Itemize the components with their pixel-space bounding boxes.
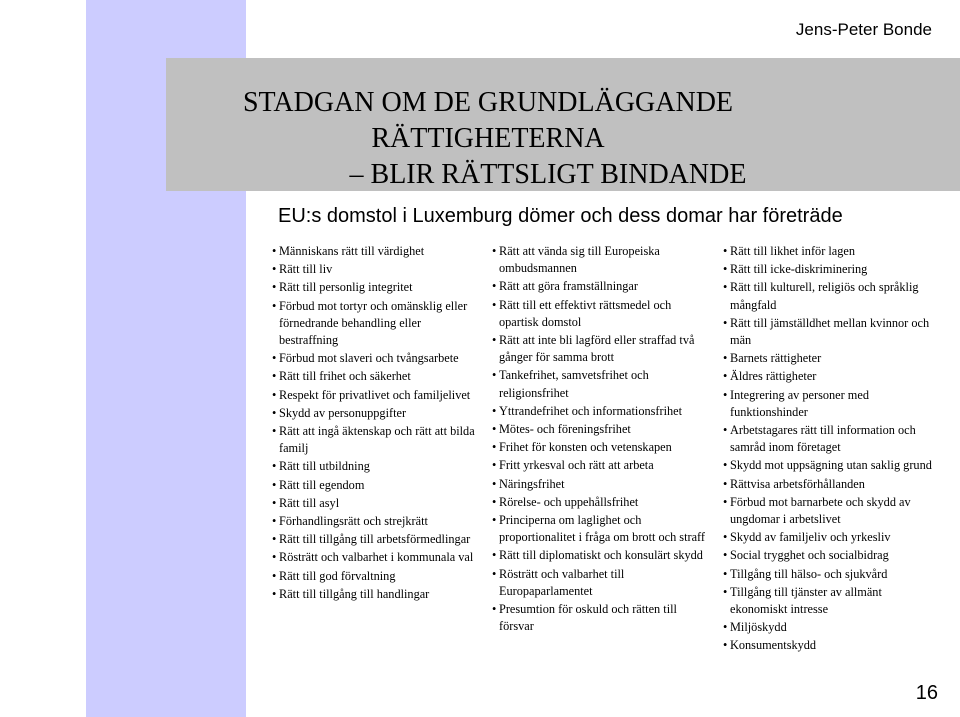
page-number: 16 [915,682,938,704]
list-item: • Rörelse- och uppehållsfrihet [493,494,708,511]
list-item: • Rätt till egendom [273,477,483,494]
list-item: • Äldres rättigheter [724,368,934,385]
list-item: • Respekt för privatlivet och familjelivet [273,387,483,404]
list-item: • Rätt att göra framställningar [493,278,708,295]
list-item: • Presumtion för oskuld och rätten till försvar [493,601,708,635]
list-item: • Förbud mot slaveri och tvångsarbete [273,350,483,367]
list-item: • Yttrandefrihet och informationsfrihet [493,403,708,420]
list-item: • Förbud mot barnarbete och skydd av ungdomar i arbetslivet [724,494,934,528]
list-item: • Tillgång till hälso- och sjukvård [724,566,934,583]
list-item: • Mötes- och föreningsfrihet [493,421,708,438]
list-item: • Skydd av personuppgifter [273,405,483,422]
slide-title [178,85,798,193]
title-line-1: STADGAN OM DE GRUNDLÄGGANDE RÄTTIGHETERNA [242,87,734,154]
list-item: • Rätt till tillgång till arbetsförmedlingar [273,531,483,548]
rights-column-3 [724,243,934,656]
left-margin [0,0,86,717]
list-item: • Rätt till god förvaltning [273,568,483,585]
list-item: • Rätt till kulturell, religiös och språklig mångfald [724,279,934,313]
list-item: • Social trygghet och socialbidrag [724,547,934,564]
list-item: • Rättvisa arbetsförhållanden [724,476,934,493]
list-item: • Skydd mot uppsägning utan saklig grund [724,457,934,474]
list-item: • Förbud mot tortyr och omänsklig eller förnedrande behandling eller bestraffning [273,298,483,350]
list-item: • Integrering av personer med funktionshinder [724,387,934,421]
list-item: • Arbetstagares rätt till information och samråd inom företaget [724,422,934,456]
list-item: • Rätt till utbildning [273,458,483,475]
list-item: • Rätt till ett effektivt rättsmedel och opartisk domstol [493,297,708,331]
list-item: • Rösträtt och valbarhet till Europaparlamentet [493,566,708,600]
list-item: • Tankefrihet, samvetsfrihet och religionsfrihet [493,367,708,401]
rights-column-2 [493,243,708,636]
list-item: • Rätt till tillgång till handlingar [273,586,483,603]
list-item: • Rätt att ingå äktenskap och rätt att bilda familj [273,423,483,457]
list-item: • Människans rätt till värdighet [273,243,483,260]
list-item: • Fritt yrkesval och rätt att arbeta [493,457,708,474]
list-item: • Rösträtt och valbarhet i kommunala val [273,549,483,566]
rights-column-1 [273,243,483,604]
list-item: • Rätt att vända sig till Europeiska ombudsmannen [493,243,708,277]
list-item: • Rätt till personlig integritet [273,279,483,296]
list-item: • Rätt att inte bli lagförd eller straffad två gånger för samma brott [493,332,708,366]
list-item: • Rätt till icke-diskriminering [724,261,934,278]
list-item: • Tillgång till tjänster av allmänt ekonomiskt intresse [724,584,934,618]
list-item: • Rätt till asyl [273,495,483,512]
subtitle: EU:s domstol i Luxemburg dömer och dess domar har företräde [278,205,843,227]
list-item: • Rätt till frihet och säkerhet [273,368,483,385]
list-item: • Näringsfrihet [493,476,708,493]
list-item: • Förhandlingsrätt och strejkrätt [273,513,483,530]
list-item: • Frihet för konsten och vetenskapen [493,439,708,456]
list-item: • Skydd av familjeliv och yrkesliv [724,529,934,546]
author-name: Jens-Peter Bonde [795,20,932,39]
list-item: • Miljöskydd [724,619,934,636]
list-item: • Rätt till likhet inför lagen [724,243,934,260]
list-item: • Principerna om laglighet och proportionalitet i fråga om brott och straff [493,512,708,546]
list-item: • Rätt till liv [273,261,483,278]
title-line-2: – BLIR RÄTTSLIGT BINDANDE [349,159,747,190]
list-item: • Rätt till diplomatiskt och konsulärt skydd [493,547,708,564]
list-item: • Konsumentskydd [724,637,934,654]
list-item: • Barnets rättigheter [724,350,934,367]
list-item: • Rätt till jämställdhet mellan kvinnor och män [724,315,934,349]
